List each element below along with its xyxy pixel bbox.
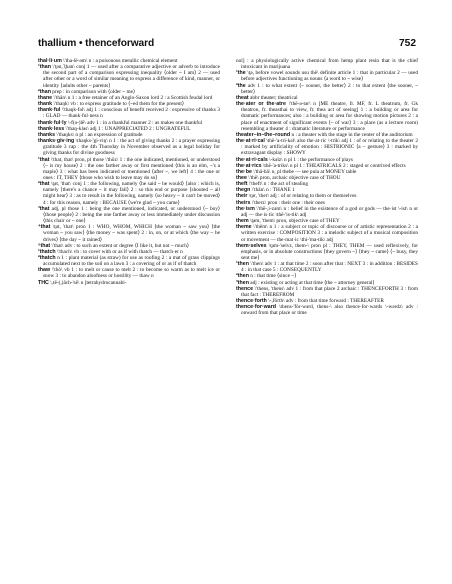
entry-headword: theater–in–the–round bbox=[236, 131, 291, 138]
entry-definition: n 1 : plant material (as straw) for use as roofing 2 : a mat of grass clippings accumulated next to the soil on a lawn 3 : a covering of or as if of thatch bbox=[43, 255, 220, 268]
entry-definition: \'thān\ n : THANE 1 bbox=[250, 187, 295, 194]
entry-headword: ¹then bbox=[236, 261, 249, 268]
entry-definition: \-,fōrth\ adv : from that time forward : THEREAFTER bbox=[266, 298, 384, 305]
entry-definition: \t̮əm-'selvz, them-\ pron pl : THEY, THEM — used reflexively, for emphasis, or in absolute constructions ⟨they govern ~⟩ ⟨they ~ came⟩ ⟨~ busy, they sent me⟩ bbox=[241, 242, 418, 261]
entry-definition: \'thān\ n 1 : a free retainer of an Anglo-Saxon lord 2 : a Scottish feudal lord bbox=[52, 94, 213, 101]
entry-definition: \t̮ət, 'that\ pron 1 : WHO, WHOM, WHICH ⟨the woman ~ saw you⟩ ⟨the woman ~ you saw⟩ ⟨the money ~ was spent⟩ 2 : in, on, or at which ⟨the way ~ he drives⟩ ⟨the day ~ it rained⟩ bbox=[43, 224, 220, 243]
dictionary-entry bbox=[236, 206, 418, 218]
entry-definition: \-kəlz\ n pl 1 : the performance of plays bbox=[267, 156, 353, 163]
entry-headword: ²than bbox=[38, 88, 51, 95]
entry-definition: \'therz\ pron : their one : their ones bbox=[250, 199, 325, 206]
entry-definition: \'thaŋk\ vb : to express gratitude to ⟨~ed them for the present⟩ bbox=[52, 101, 184, 108]
entry-definition: \'thē-,i-zəm\ n : belief in the existence of a god or gods — the·ist \-ist\ n or adj — the·is·tic \thē-'is-tik\ adj bbox=[241, 205, 418, 218]
entry-definition: \'that\ adv : to such an extent or degree ⟨I like it, but not ~ much⟩ bbox=[50, 242, 189, 249]
entry-definition: \'thaŋks\ n pl : an expression of gratitude bbox=[55, 131, 143, 138]
entry-definition: \'t̮ən, ̆t̮han\ conj 1 — used after a comparative adjective or adverb to introduce the second part of a comparison expressing inequality ⟨older ~ I am⟩ 2 — used after other or a word of similar meaning to express a difference of kind, manner, or identity ⟨adults other ~ parents⟩ bbox=[43, 64, 220, 89]
dictionary-entry bbox=[236, 138, 418, 156]
entry-definition: \'thē-ə-tər\ n [ME theatre, fr. MF, fr. L theatrum, fr. Gk theatron, fr. theasthai to view, fr. thea act of seeing] 1 : a building or area for dramatic performances; also : a building or area for showing motion pictures 2 : a place of enactment of significant events ⟨~ of war⟩ 3 : a place (as a lecture room) resembling a theater 4 : dramatic literature or performance bbox=[241, 101, 419, 132]
entry-headword: thaw bbox=[38, 267, 51, 274]
entry-definition: \'that, that\ pron, pl those \'thōz\ 1 : the one indicated, mentioned, or understood ⟨~ is my house⟩ 2 : the one farther away or first mentioned ⟨this is an elm, ~'s a maple⟩ 3 : what has been indicated or mentioned ⟨after ~, we left⟩ 4 : the one or ones : IT, THEY ⟨those who wish to leave may do so⟩ bbox=[43, 156, 220, 181]
entry-definition: \t̮ə, before vowel sounds usu thē\ definite article 1 : that in particular 2 — used before adjectives functioning as nouns ⟨a word to ~ wise⟩ bbox=[241, 70, 418, 83]
dictionary-entry bbox=[236, 224, 418, 242]
entry-definition: n : that time ⟨since ~⟩ bbox=[248, 273, 297, 280]
entry-headword: ³then bbox=[236, 279, 249, 286]
entry-headword: thank·less bbox=[38, 125, 65, 132]
entry-headword: theat bbox=[236, 94, 249, 101]
entry-headword: thal·li·um bbox=[38, 58, 62, 64]
entry-definition: \'thaŋ-kləs\ adj 1 : UNAPPRECIATED 2 : UNGRATEFUL bbox=[64, 125, 191, 132]
dictionary-entry bbox=[38, 280, 220, 286]
entry-headword: ²the bbox=[236, 82, 246, 89]
dictionary-entry bbox=[38, 206, 220, 224]
entry-headword: thanks·giv·ing bbox=[38, 138, 75, 145]
entry-definition: adj, pl those 1 : being the one mentioned, indicated, or understood ⟨~ boy⟩ ⟨those people⟩ 2 : being the one farther away or less immediately under discussion ⟨this chair or ~ one⟩ bbox=[43, 205, 220, 225]
entry-headword: the·at·rics bbox=[236, 162, 262, 169]
entry-definition: \thē-'a-triks\ n pl 1 : THEATRICALS 2 : staged or contrived effects bbox=[261, 162, 406, 169]
entry-headword: the·at·ri·cal bbox=[236, 138, 265, 145]
entry-definition: adv 1 : to what extent ⟨~ sooner, the better⟩ 2 : to that extent ⟨the sooner, ~ better⟩ bbox=[241, 82, 418, 95]
entry-definition: \-f(ə-)lē\ adv 1 : in a thankful manner 2 : as makes one thankful bbox=[66, 119, 203, 126]
entry-headword: ³that bbox=[38, 205, 50, 212]
dictionary-entry bbox=[38, 157, 220, 182]
entry-definition: \t̮ər, 'ther\ adj : of or relating to them or themselves bbox=[247, 193, 357, 200]
dictionary-entry bbox=[38, 181, 220, 206]
entry-definition: \'thò\ vb 1 : to melt or cause to melt 2 : to become so warm as to melt ice or snow 3 : to abandon aloofness or hostility — thaw n bbox=[43, 267, 220, 280]
entry-headword: ¹thatch bbox=[38, 248, 56, 255]
dictionary-entry bbox=[236, 83, 418, 95]
entry-headword: thank·ful bbox=[38, 107, 61, 114]
entry-headword: the·ater or the·atre bbox=[236, 101, 286, 108]
entry-definition: \'thaŋk-fəl\ adj 1 : conscious of benefit received 2 : expressive of thanks 3 : GLAD — thank·ful·ness n bbox=[43, 107, 220, 120]
left-column bbox=[38, 58, 220, 286]
dictionary-entry bbox=[236, 70, 418, 82]
entry-definition: \,tē-(,)āch-'sē\ n [tetrahydrocannabi- bbox=[48, 279, 127, 286]
dictionary-entry bbox=[236, 58, 418, 70]
entry-headword: thee bbox=[236, 174, 247, 181]
entry-definition: n : a theater with the stage in the center of the auditorium bbox=[290, 131, 413, 138]
entry-definition: abbr theater; theatrical bbox=[248, 94, 298, 101]
entry-headword: ⁴that bbox=[38, 224, 51, 231]
dictionary-entry bbox=[236, 101, 418, 132]
entry-definition: \'thens, 'thens\ adv 1 : from that place 2 archaic : THENCEFORTH 3 : from that fact : THEREFROM bbox=[241, 285, 418, 298]
entry-headword: ²then bbox=[236, 273, 249, 280]
dictionary-entry bbox=[38, 64, 220, 89]
entry-definition: \t̮əm, 'them\ pron, objective case of THEY bbox=[248, 218, 340, 225]
entry-definition: \'thach\ vb : to cover with or as if with thatch — thatch·er n bbox=[55, 248, 183, 255]
dictionary-entry bbox=[236, 304, 418, 316]
entry-definition: \'tha-lē-əm\ n : a poisonous metallic chemical element bbox=[61, 58, 178, 64]
entry-definition: adj : existing or acting at that time ⟨the ~ attorney general⟩ bbox=[248, 279, 375, 286]
entry-headword: theft bbox=[236, 181, 248, 188]
entry-headword: the·ism bbox=[236, 205, 255, 212]
entry-headword: thence bbox=[236, 285, 254, 292]
entry-definition: \'thē\ pron, archaic objective case of THOU bbox=[246, 174, 341, 181]
entry-headword: the·at·ri·cals bbox=[236, 156, 268, 163]
dictionary-entry bbox=[38, 267, 220, 279]
entry-headword: them·selves bbox=[236, 242, 267, 249]
entry-headword: ²thatch bbox=[38, 255, 56, 261]
entry-headword: ¹that bbox=[38, 156, 50, 163]
entry-headword: them bbox=[236, 218, 249, 225]
entry-headword: ¹the bbox=[236, 70, 246, 77]
entry-definition: \thaŋks-'gi-viŋ\ n 1 : the act of giving thanks 2 : a prayer expressing gratitude 3 cap : the 4th Thursday in November observed as a legal holiday for giving thanks for divine goodness bbox=[43, 138, 220, 157]
entry-headword: the·be bbox=[236, 168, 252, 175]
entry-headword: ¹than bbox=[38, 64, 51, 71]
dictionary-entry bbox=[38, 138, 220, 156]
entry-headword: thank bbox=[38, 101, 53, 108]
entry-headword: thane bbox=[38, 94, 53, 101]
page-header bbox=[38, 38, 416, 50]
entry-headword: their bbox=[236, 193, 248, 200]
entry-headword: thank·ful·ly bbox=[38, 119, 67, 126]
entry-headword: THC bbox=[38, 279, 49, 286]
entry-headword: thence·for·ward bbox=[236, 304, 277, 311]
dictionary-entry bbox=[236, 243, 418, 261]
entry-headword: theme bbox=[236, 224, 252, 231]
guide-words: thallium • thenceforward bbox=[38, 38, 155, 49]
entry-definition: \thē-'a-tri-kəl\ also the·at·ric \-trik\ adj 1 : of or relating to the theater 2 : marked by artificiality of emotion : HISTRIONIC ⟨a ~ gesture⟩ 3 : marked by extravagant display : SHOWY bbox=[241, 138, 418, 157]
entry-headword: theirs bbox=[236, 199, 251, 206]
entry-headword: thanks bbox=[38, 131, 56, 138]
page-number: 752 bbox=[399, 38, 416, 49]
dictionary-entry bbox=[38, 255, 220, 267]
dictionary-entry bbox=[236, 286, 418, 298]
entry-definition: \'thā-bā\ n, pl thebe — see pula at MONEY table bbox=[251, 168, 357, 175]
dictionary-entry bbox=[236, 261, 418, 273]
entry-definition: \thens-'fòr-wərd, thens-\ also thence·for·wards \-wərdz\ adv : onward from that place or time bbox=[241, 304, 418, 317]
dictionary-entry bbox=[38, 107, 220, 119]
entry-definition: nol] : a physiologically active chemical from hemp plant resin that is the chief intoxicant in marijuana bbox=[236, 58, 418, 71]
entry-headword: ²that bbox=[38, 181, 50, 188]
entry-definition: prep : in comparison with ⟨older ~ me⟩ bbox=[50, 88, 136, 95]
entry-headword: ⁵that bbox=[38, 242, 51, 249]
entry-definition: \'then\ adv 1 : at that time 2 : soon after that : NEXT 3 : in addition : BESIDES 4 : in that case 5 : CONSEQUENTLY bbox=[241, 261, 418, 274]
dictionary-entry bbox=[38, 224, 220, 242]
right-column bbox=[236, 58, 418, 317]
entry-headword: thegn bbox=[236, 187, 251, 194]
entry-definition: \t̮ət, 'that\ conj 1 : the following, namely ⟨he said ~ he would⟩ ⟨also : which is, namely ⟨there's a chance ~ it may fall⟩ 2 : so this end or purpose ⟨shouted ~ all might hear⟩ 3 : as to result in the following, namely ⟨so heavy ~ it can't be moved⟩ 4 : for this reason, namely : BECAUSE ⟨we're glad ~ you came⟩ bbox=[43, 181, 220, 206]
entry-headword: thence·forth bbox=[236, 298, 267, 305]
entry-definition: \'theft\ n : the act of stealing bbox=[247, 181, 309, 188]
entry-definition: \'thēm\ n 1 : a subject or topic of discourse or of artistic representation 2 : a written exercise : COMPOSITION 3 : a melodic subject of a musical composition or movement — the·mat·ic \thi-'ma-tik\ adj bbox=[241, 224, 418, 243]
